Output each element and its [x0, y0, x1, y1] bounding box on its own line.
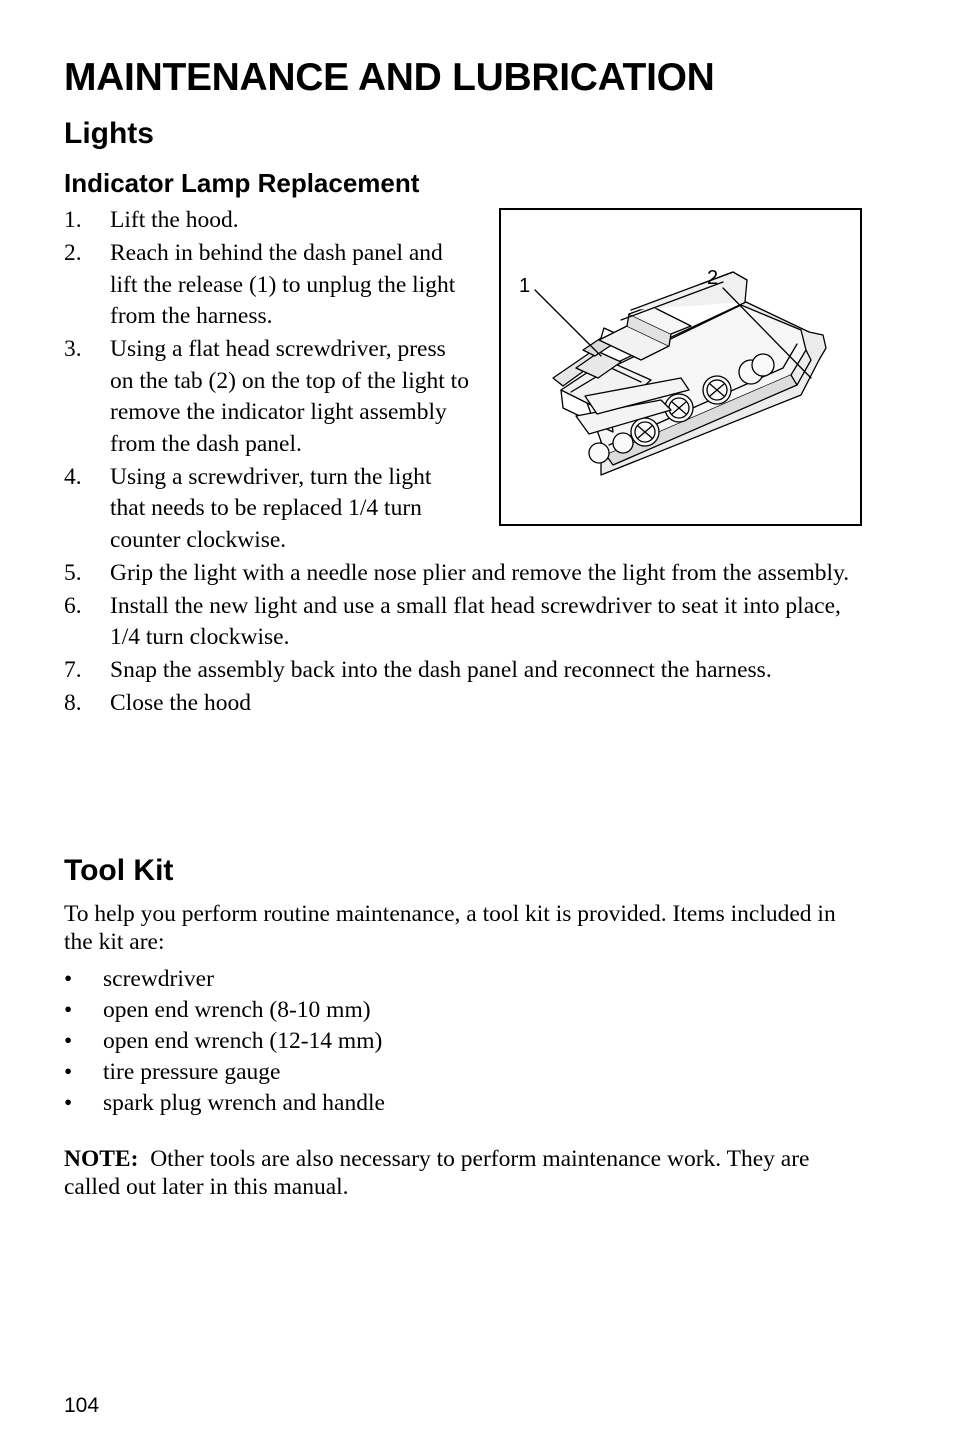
- list-item: [64, 1026, 385, 1057]
- step-item: [64, 334, 470, 460]
- section-heading-tool-kit: Tool Kit: [64, 854, 174, 887]
- step-item: [64, 688, 870, 720]
- step-number: 2.: [64, 240, 82, 266]
- step-text: Install the new light and use a small flat head screwdriver to seat it into place, 1/4 turn clockwise.: [110, 592, 841, 650]
- step-item: [64, 591, 870, 654]
- bullet-icon: •: [64, 1090, 73, 1116]
- step-number: 4.: [64, 463, 82, 490]
- step-text: Snap the assembly back into the dash panel and reconnect the harness.: [110, 657, 772, 683]
- step-number: 8.: [64, 690, 82, 716]
- step-text: Lift the hood.: [110, 207, 239, 233]
- toolkit-items-list: [64, 964, 385, 1119]
- toolkit-item-text: spark plug wrench and handle: [103, 1090, 385, 1116]
- note-text: Other tools are also necessary to perform maintenance work. They are called out later in this manual.: [64, 1146, 810, 1200]
- step-text: Reach in behind the dash panel and lift the release (1) to unplug the light from the harness.: [110, 240, 456, 329]
- toolkit-item-text: open end wrench (8-10 mm): [103, 997, 371, 1023]
- figure-callout-1: 1: [519, 275, 531, 297]
- list-item: [64, 964, 385, 995]
- step-text: Using a screwdriver, turn the light that needs to be replaced 1/4 turn counter clockwise.: [110, 463, 432, 553]
- note-paragraph: [64, 1145, 864, 1201]
- toolkit-intro-text: To help you perform routine maintenance, a tool kit is provided. Items included in the kit are:: [64, 901, 836, 955]
- step-number: 7.: [64, 657, 82, 683]
- bullet-icon: •: [64, 1059, 73, 1085]
- bullet-icon: •: [64, 997, 73, 1023]
- step-item: [64, 462, 470, 557]
- list-item: [64, 1088, 385, 1119]
- note-label: NOTE:: [64, 1146, 139, 1172]
- section-heading-lights: Lights: [64, 117, 154, 150]
- step-text: Close the hood: [110, 690, 251, 716]
- toolkit-item-text: screwdriver: [103, 966, 214, 992]
- step-text: Grip the light with a needle nose plier and remove the light from the assembly.: [110, 559, 850, 586]
- step-number: 1.: [64, 207, 82, 233]
- list-item: [64, 1057, 385, 1088]
- subsection-heading-indicator-lamp: Indicator Lamp Replacement: [64, 168, 420, 198]
- indicator-lamp-illustration: [501, 210, 860, 524]
- figure-callout-2: 2: [707, 267, 719, 289]
- step-item: [64, 655, 870, 687]
- step-item: [64, 205, 470, 237]
- step-item: [64, 558, 870, 590]
- list-item: [64, 995, 385, 1026]
- step-text: Using a flat head screwdriver, press on the tab (2) on the top of the light to remove the indicator light assembly from the dash panel.: [110, 336, 469, 457]
- step-number: 3.: [64, 336, 82, 362]
- step-number: 5.: [64, 559, 82, 586]
- bullet-icon: •: [64, 1028, 73, 1054]
- step-item: [64, 238, 470, 333]
- indicator-lamp-figure: [499, 208, 862, 526]
- bullet-icon: •: [64, 966, 73, 992]
- toolkit-item-text: tire pressure gauge: [103, 1059, 281, 1085]
- step-number: 6.: [64, 592, 82, 619]
- page-number: 104: [64, 1394, 100, 1417]
- page-title: MAINTENANCE AND LUBRICATION: [64, 56, 715, 99]
- toolkit-item-text: open end wrench (12-14 mm): [103, 1028, 383, 1054]
